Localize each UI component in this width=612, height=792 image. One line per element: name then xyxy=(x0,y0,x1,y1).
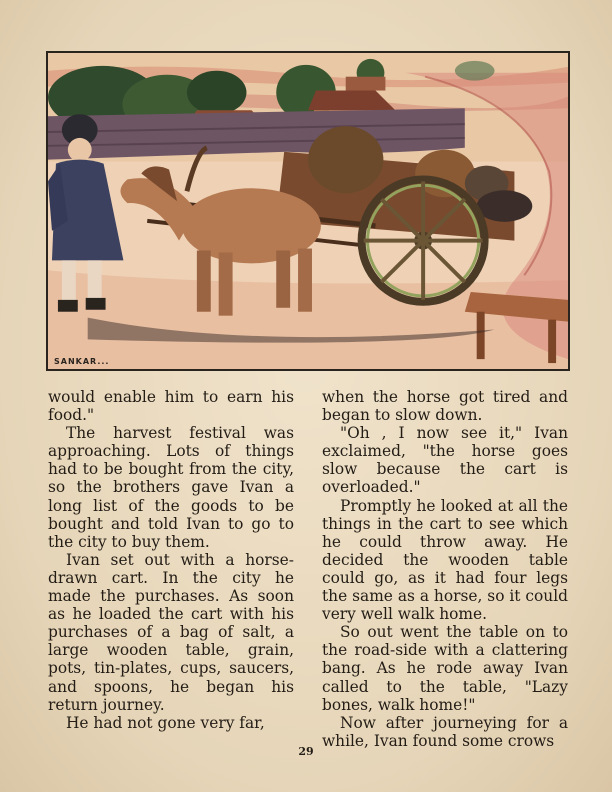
paragraph: would enable him to earn his food." xyxy=(48,388,294,425)
illustrator-signature: SANKAR... xyxy=(54,357,110,366)
paragraph: So out went the table on to the road-side with a clattering bang. As he rode away Ivan called to the table, "Lazy bones, walk home!" xyxy=(322,623,568,714)
paragraph: Ivan set out with a horse-drawn cart. In the city he made the purchases. As soon as he loaded the cart with his purchases of a bag of salt, a large wooden table, grain, pots, tin-plates, cups, saucers, and spoons, he began his return journey. xyxy=(48,550,294,714)
page-number: 29 xyxy=(298,745,314,758)
paragraph: Promptly he looked at all the things in the cart to see which he could throw away. He decided the wooden table could go, as it had four legs the same as a horse, so it could very well walk home. xyxy=(322,496,568,624)
paragraph: "Oh , I now see it," Ivan exclaimed, "the horse goes slow because the cart is overloaded." xyxy=(322,424,568,497)
paragraph: He had not gone very far, xyxy=(66,713,265,732)
paragraph: Now after journeying for a while, Ivan found some crows xyxy=(322,713,568,750)
cart-scene-drawing xyxy=(48,53,568,369)
left-text-column xyxy=(48,388,294,732)
story-illustration xyxy=(46,51,570,371)
paragraph: when the horse got tired and began to slow down. xyxy=(322,388,568,425)
right-text-column xyxy=(322,388,568,750)
paragraph: The harvest festival was approaching. Lots of things had to be bought from the city, so the brothers gave Ivan a long list of the goods to be bought and told Ivan to go to the city to buy them. xyxy=(48,424,294,551)
